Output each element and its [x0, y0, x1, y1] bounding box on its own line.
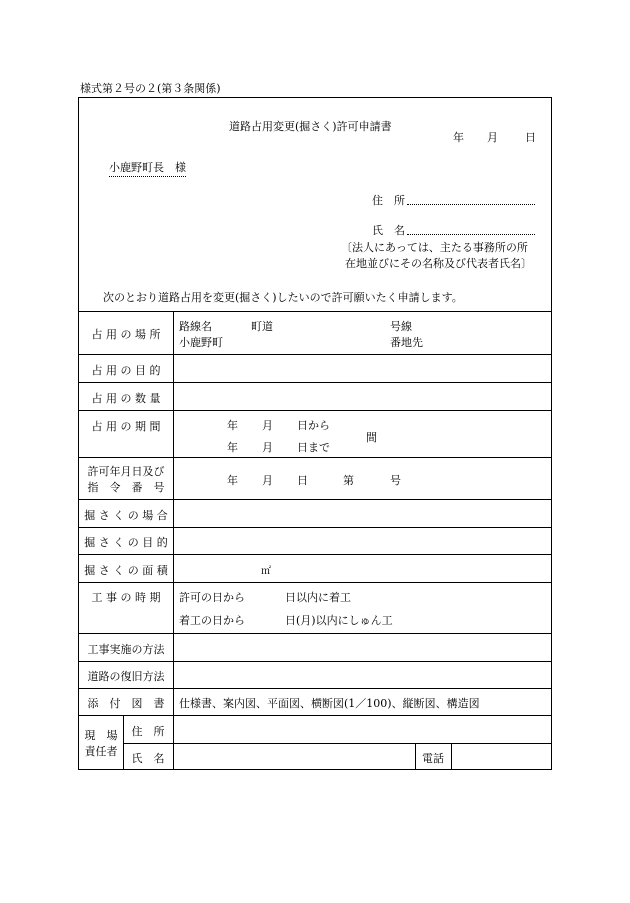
- attach-label: 添 付 図 書: [87, 697, 165, 710]
- restore-label: 道路の復旧方法: [87, 670, 165, 683]
- manager-name-label: 氏 名: [131, 752, 165, 765]
- applicant-name-label: 氏 名: [372, 224, 405, 237]
- location-label: 占 用 の 場 所: [91, 328, 161, 341]
- route-no-label: 号線: [390, 320, 412, 333]
- route-name-label: 路線名: [179, 320, 212, 333]
- applicant-address-field[interactable]: [407, 192, 535, 205]
- permit-no-suffix: 号: [390, 474, 401, 487]
- period-from-month: 月: [262, 419, 273, 432]
- period-to-day: 日まで: [297, 441, 330, 454]
- period-label: 占 用 の 期 間: [91, 420, 161, 433]
- area-unit: ㎡: [261, 566, 271, 577]
- work-start-days: 日以内に着工: [285, 591, 351, 604]
- corp-note-line2: 在地並びにその名称及び代表者氏名〕: [345, 257, 532, 270]
- date-day: 日: [525, 131, 536, 144]
- manager-address-label: 住 所: [131, 725, 165, 738]
- manager-label-line1: 現 場: [84, 729, 118, 742]
- method-label: 工事実施の方法: [87, 643, 165, 656]
- period-from-year: 年: [227, 419, 238, 432]
- town-label: 小鹿野町: [179, 336, 223, 349]
- addressee: 小鹿野町長 様: [109, 159, 186, 177]
- form-number: 様式第２号の２(第３条関係): [80, 82, 221, 95]
- permit-no-prefix: 第: [343, 474, 354, 487]
- manager-label-line2: 責任者: [84, 745, 118, 758]
- period-to-month: 月: [262, 441, 273, 454]
- lot-label: 番地先: [390, 336, 423, 349]
- permit-year: 年: [227, 474, 238, 487]
- work-time-label: 工 事 の 時 期: [91, 591, 161, 604]
- period-from-day: 日から: [297, 419, 330, 432]
- applicant-name-field[interactable]: [407, 222, 535, 235]
- attach-value: 仕様書、案内図、平面図、横断図(1／100)、縦断図、構造図: [179, 697, 480, 710]
- dig-purpose-label: 掘 さ く の 目 的: [84, 536, 168, 549]
- request-text: 次のとおり道路占用を変更(掘さく)したいので許可願いたく申請します。: [103, 291, 463, 304]
- town-road-label: 町道: [251, 320, 273, 333]
- permit-label-line1: 許可年月日及び: [87, 465, 165, 478]
- period-between: 間: [366, 431, 377, 444]
- application-form: [78, 97, 552, 770]
- period-to-year: 年: [227, 441, 238, 454]
- permit-day: 日: [297, 474, 308, 487]
- dig-place-label: 掘 さ く の 場 合: [84, 509, 168, 522]
- quantity-label: 占 用 の 数 量: [91, 392, 161, 405]
- phone-label: 電話: [422, 752, 444, 765]
- corp-note-line1: 〔法人にあっては、主たる事務所の所: [341, 241, 528, 254]
- date-month: 月: [487, 131, 498, 144]
- form-title: 道路占用変更(掘さく)許可申請書: [229, 120, 392, 133]
- purpose-label: 占 用 の 目 的: [91, 364, 161, 377]
- work-start-from: 許可の日から: [179, 591, 245, 604]
- applicant-address-label: 住 所: [372, 194, 405, 207]
- permit-month: 月: [262, 474, 273, 487]
- work-complete-days: 日(月)以内にしゅん工: [285, 614, 393, 627]
- date-year: 年: [453, 131, 464, 144]
- permit-label-line2: 指 令 番 号: [87, 481, 165, 494]
- work-complete-from: 着工の日から: [179, 614, 245, 627]
- dig-area-label: 掘 さ く の 面 積: [84, 564, 168, 577]
